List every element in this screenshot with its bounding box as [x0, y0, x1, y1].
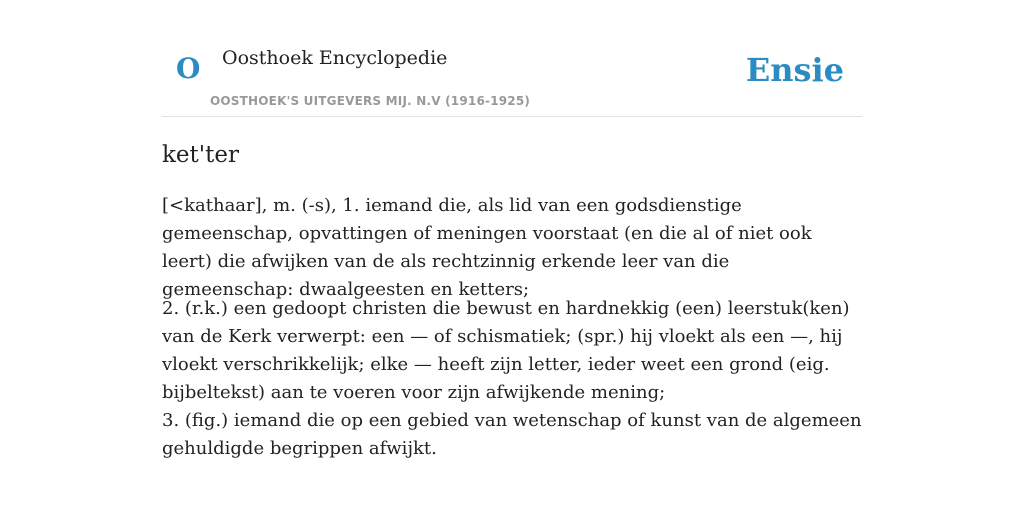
entry-headword: ket'ter	[162, 142, 239, 168]
definition-paragraph: 2. (r.k.) een gedoopt christen die bewust en hardnekkig (een) leerstuk(ken) van de Kerk verwerpt: een — of schismatiek; (spr.) hij vloekt als een —, hij vloekt verschrikkelijk; elke — heeft zijn letter, ieder weet een grond (eig. bijbeltekst) aan te voeren voor zijn afwijkende mening;	[162, 298, 850, 403]
definition-paragraph: 3. (fig.) iemand die op een gebied van wetenschap of kunst van de algemeen gehuldigde begrippen afwijkt.	[162, 410, 862, 459]
entry-definition-2	[162, 295, 862, 463]
page-container	[162, 0, 862, 512]
site-header	[162, 0, 862, 117]
definition-paragraph: [<kathaar], m. (-s), 1. iemand die, als lid van een godsdienstige gemeenschap, opvattingen of meningen voorstaat (en die al of niet ook leert) die afwijken van de als rechtzinnig erkende leer van die gemeenschap: dwaalgeesten en ketters;	[162, 195, 812, 300]
entry-definition-1	[162, 192, 862, 304]
ensie-brand-logo[interactable]: Ensie	[745, 51, 844, 89]
site-name[interactable]: Oosthoek Encyclopedie	[222, 47, 448, 69]
publisher-subtitle: OOSTHOEK'S UITGEVERS MIJ. N.V (1916-1925)	[210, 94, 531, 108]
oosthoek-logo[interactable]: O	[176, 52, 201, 85]
